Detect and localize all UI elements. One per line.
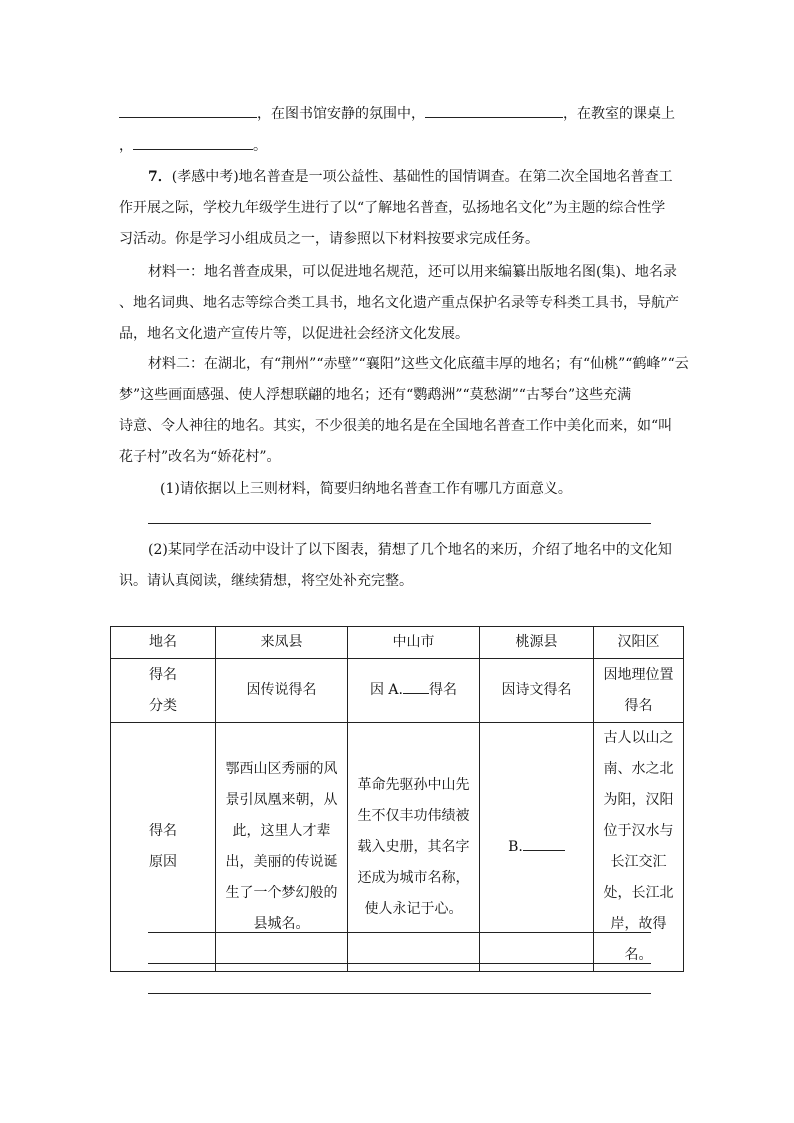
material-1-line-2: 、地名词典、地名志等综合类工具书，地名文化遗产重点保护名录等专科类工具书，导航产 [119,295,679,311]
table-header-cell: 地名 [111,627,216,659]
sub-question-1: (1)请依据以上三则材料，简要归纳地名普查工作有哪几方面意义。 [160,481,572,497]
row-label-reason: 得名原因 [111,723,216,972]
table-row-category [111,659,684,723]
table-cell: 古人以山之南、水之北为阳，汉阳位于汉水与长江交汇处，长江北岸，故得名。 [594,723,684,972]
material-2-line-4: 花子村”改名为“娇花村”。 [119,449,281,465]
answer-line[interactable] [148,963,651,964]
material-2-line-1: 材料二：在湖北，有“荆州”“赤壁”“襄阳”这些文化底蕴丰厚的地名；有“仙桃”“鹤峰”“云 [148,356,689,372]
top-line-2: ， 。 [119,134,267,156]
table-header-row [111,627,684,659]
table-header-cell: 来凤县 [216,627,348,659]
answer-blank[interactable] [119,102,257,118]
table-cell: B. [480,723,594,972]
table-cell: 因传说得名 [216,659,348,723]
material-2-line-3: 诗意、令人神往的地名。其实，不少很美的地名是在全国地名普查工作中美化而来，如“叫 [119,418,673,434]
answer-line[interactable] [148,523,651,524]
question-7-line-3: 习活动。你是学习小组成员之一，请参照以下材料按要求完成任务。 [119,231,539,247]
question-7-line-2: 作开展之际，学校九年级学生进行了以“了解地名普查，弘扬地名文化”为主题的综合性学 [119,200,666,216]
table-row-reason [111,723,684,972]
answer-blank[interactable] [133,134,253,150]
material-1-line-1: 材料一：地名普查成果，可以促进地名规范，还可以用来编纂出版地名图(集)、地名录 [148,264,677,280]
material-2-line-2: 梦”这些画面感强、使人浮想联翩的地名；还有“鹦鹉洲”“莫愁湖”“古琴台”这些充满 [119,387,632,403]
table-cell: 因地理位置得名 [594,659,684,723]
material-1-line-3: 品，地名文化遗产宣传片等，以促进社会经济文化发展。 [119,326,469,342]
table-cell: 因 A. 得名 [348,659,480,723]
answer-blank-b[interactable] [523,836,565,851]
question-7-line-1: 7．(孝感中考)地名普查是一项公益性、基础性的国情调查。在第二次全国地名普查工 [148,169,673,185]
table-header-cell: 汉阳区 [594,627,684,659]
answer-blank-a[interactable] [403,679,429,694]
table-header-cell: 中山市 [348,627,480,659]
table-header-cell: 桃源县 [480,627,594,659]
table-cell: 因诗文得名 [480,659,594,723]
answer-line[interactable] [148,932,651,933]
row-label-category: 得名分类 [111,659,216,723]
answer-blank[interactable] [425,102,563,118]
answer-line[interactable] [148,993,651,994]
sub-question-2-line-1: (2)某同学在活动中设计了以下图表，猜想了几个地名的来历，介绍了地名中的文化知 [148,542,672,558]
place-name-table [110,626,684,972]
table-cell: 革命先驱孙中山先生不仅丰功伟绩被载入史册，其名字还成为城市名称，使人永记于心。 [348,723,480,972]
sub-question-2-line-2: 识。请认真阅读，继续猜想，将空处补充完整。 [119,573,413,589]
table-cell: 鄂西山区秀丽的风景引凤凰来朝，从此，这里人才辈出，美丽的传说诞生了一个梦幻般的县城名。 [216,723,348,972]
top-line-1: ，在图书馆安静的氛围中， ，在教室的课桌上 [119,102,675,124]
